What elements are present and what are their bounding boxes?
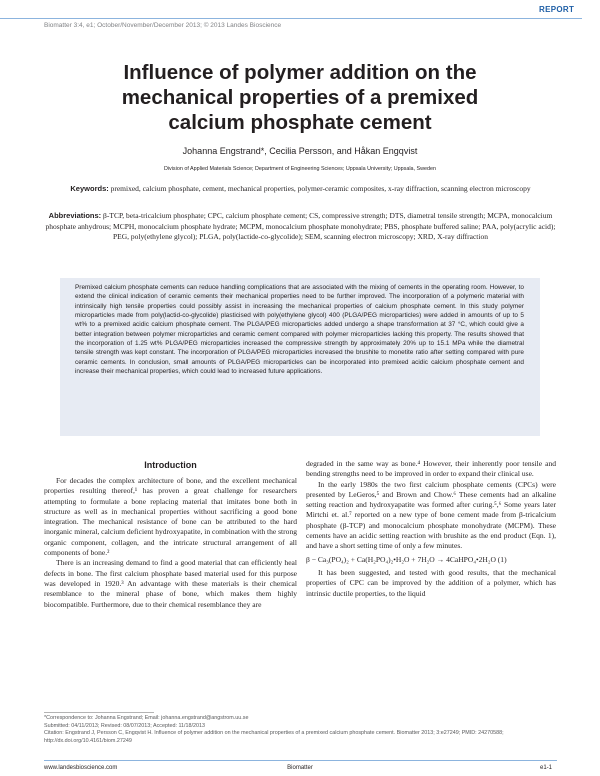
dates-note: Submitted: 04/11/2013; Revised: 08/07/2013; Accepted: 11/18/2013 — [44, 722, 206, 729]
report-tag: REPORT — [539, 5, 575, 14]
paragraph: It has been suggested, and tested with good results, that the mechanical properties of CPC can be improved by the addition of a polymer, which has intrinsic ductile properties, to the liquid — [306, 567, 556, 598]
citation-note: Citation: Engstrand J, Persson C, Engqvist H. Influence of polymer addition on the mechanical properties of a premixed calcium phosphate cement. Biomatter 2013; 3:e27249; PMID: 24270588; http://dx.doi.org/10.4161/biom.27249 — [44, 730, 504, 744]
abbreviations — [44, 211, 557, 243]
keywords — [44, 184, 557, 195]
abbreviations-text: β-TCP, beta-tricalcium phosphate; CPC, calcium phosphate cement; CS, compressive strength; DTS, diametral tensile strength; MCPA, monocalcium phosphate anhydrous; MCPH, monocalcium phosphate hydrate; MCPM, monocalcium phosphate monohydrate; PBS, phosphate buffered saline; PAA, poly(acrylic acid); PEG, poly(ethylene glycol); PLGA, poly(lactide-co-glycolide); SEM, scanning electron microscopy; XRD, X-ray diffraction — [45, 211, 556, 241]
equation-1: β − Ca₃(PO₄)₂ + Ca(H₂PO₄)₂•H₂O + 7H₂O → 4CaHPO₄•2H₂O (1) — [306, 554, 507, 564]
top-rule — [0, 18, 582, 19]
footnotes — [44, 715, 557, 745]
abbreviations-label: Abbreviations: — [48, 211, 102, 220]
paragraph: For decades the complex architecture of bone, and the excellent mechanical properties resulting thereof,¹ has proven a great challenge for researchers attempting to formulate a bone replacing material that imitates bone both in structure as well as in mechanical properties without sacrificing a good bone integration. The mechanical resistance of bone can be attributed to the hard inorganic mineral, calcium deficient hydroxyapatite, in combination with the strong organic component, collagen, and the intricate structural arrangement of all components of bone.² — [44, 476, 297, 558]
paragraph: There is an increasing demand to find a good material that can efficiently heal defects in bone. The first calcium phosphate based material used for this purpose was developed in 1920.³ An advantage with these materials is their chemical resemblance to the mineral phase of bone, which makes them highly biocompatible. Furthermore, due to their chemical resemblance they are — [44, 558, 297, 609]
keywords-text: premixed, calcium phosphate, cement, mechanical properties, polymer-ceramic composites, x-ray diffraction, scanning electron microscopy — [110, 184, 531, 193]
footer-journal: Biomatter — [287, 765, 313, 771]
paragraph: degraded in the same way as bone.⁴ However, their inherently poor tensile and bending strengths need to be improved in order to expand their clinical use. — [306, 459, 556, 479]
paragraph: In the early 1980s the two first calcium phosphate cements (CPCs) were presented by LeGeros,⁵ and Brown and Chow.⁶ These cements had an alkaline setting reaction and hydroxyapatite was formed after curing.⁵,⁶ Some years later Mirtchi et. al.⁷ reported on a new type of bone cement made from β-tricalcium phosphate (β-TCP) and monocalcium phosphate monohydrate (MCPM). These cements have an acidic setting reaction with brushite as the end product (Eqn. 1), and have a short setting time of only a few minutes. — [306, 479, 556, 551]
affiliation: Division of Applied Materials Science; Department of Engineering Sciences; Uppsala University; Uppsala, Sweden — [163, 166, 437, 172]
correspondence-note: *Correspondence to: Johanna Engstrand; Email: johanna.engstrand@angstrom.uu.se — [44, 715, 249, 721]
abstract-text: Premixed calcium phosphate cements can reduce handling complications that are associated with the mixing of cements in the operating room. However, to extend the clinical indication of ceramic cements their mechanical properties need to be further improved. The incorporation of a polymeric material with intrinsically high tensile properties could possibly assist in increasing the mechanical properties of calcium phosphate cement. In this study polymer microparticles made from poly(lactid-co-glycolide) plasticised with poly(ethylene glycol) 400 (PLGA/PEG microparticles) were added in amounts of up to 5 wt% to a premixed acidic calcium phosphate cement. The PLGA/PEG microparticles added undergo a shape transformation at 37 °C, which could give a better integration between polymer microparticles and ceramic cement compared with polymer microparticles lacking this property. The results showed that the incorporation of 1.25 wt% PLGA/PEG microparticles increased the compressive strength by approximately 20% up to 15.1 MPa while the diametral tensile strength was kept constant. The incorporation of PLGA/PEG microparticles increased the brushite to monetite ratio after setting compared with pure ceramic cements. In conclusion, small amounts of PLGA/PEG microparticles can be incorporated into premixed acidic calcium phosphate cement and increase their mechanical properties, which could lead to increased future applications. — [75, 284, 524, 376]
right-column — [306, 459, 556, 599]
author-list: Johanna Engstrand*, Cecilia Persson, and Håkan Engqvist — [182, 146, 418, 156]
title-line: Influence of polymer addition on the mechanical properties of a premixed calcium phosphate cement — [121, 61, 479, 134]
citation-line: Biomatter 3:4, e1; October/November/December 2013; © 2013 Landes Bioscience — [44, 22, 282, 29]
section-heading-introduction: Introduction — [144, 460, 197, 470]
footnote-rule — [44, 712, 154, 713]
left-column — [44, 476, 297, 610]
footer-page-number: e1-1 — [540, 765, 553, 771]
keywords-label: Keywords: — [70, 184, 109, 193]
article-title — [0, 60, 600, 135]
footer-website[interactable]: www.landesbioscience.com — [44, 765, 118, 771]
footer-rule — [44, 760, 557, 761]
